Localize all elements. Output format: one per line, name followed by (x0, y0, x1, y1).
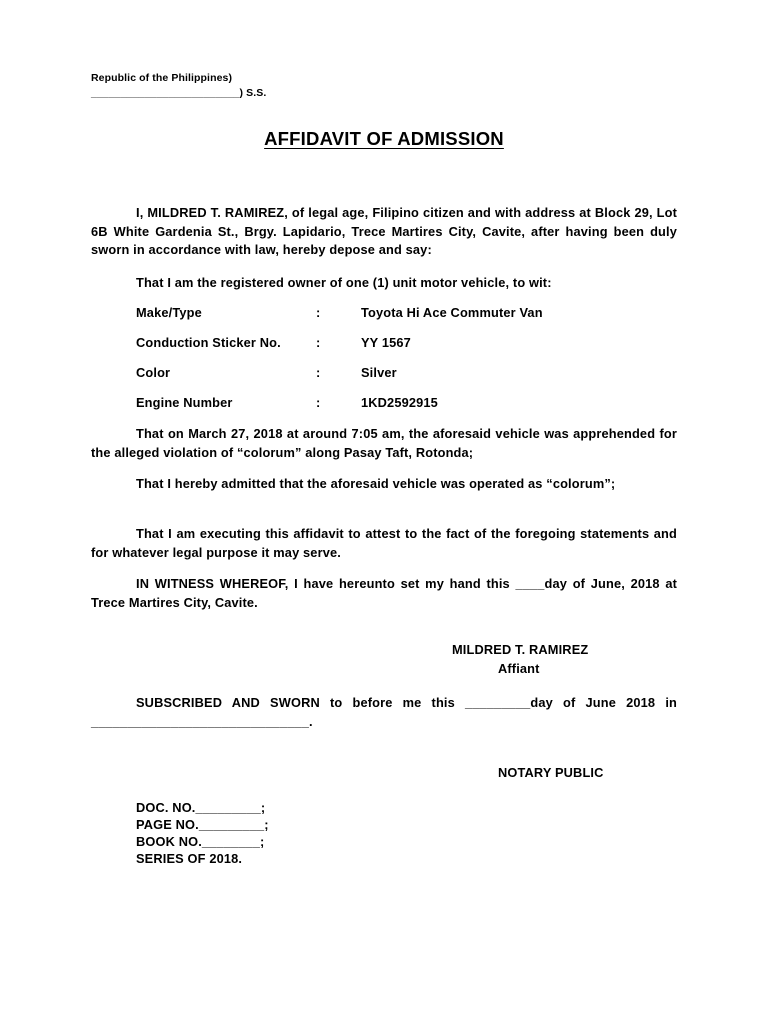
venue-line-ss: _________________________) S.S. (91, 87, 267, 99)
registry-page-no: PAGE NO._________; (136, 817, 269, 832)
vehicle-separator: : (316, 335, 321, 350)
vehicle-label: Conduction Sticker No. (136, 335, 281, 350)
registry-book-no: BOOK NO.________; (136, 834, 265, 849)
owner-statement: That I am the registered owner of one (1) unit motor vehicle, to wit: (136, 275, 552, 290)
affiant-name: MILDRED T. RAMIREZ (452, 642, 589, 657)
vehicle-value: Silver (361, 365, 397, 380)
registry-series: SERIES OF 2018. (136, 851, 243, 866)
notary-public-label: NOTARY PUBLIC (498, 765, 604, 780)
vehicle-value: 1KD2592915 (361, 395, 438, 410)
vehicle-value: Toyota Hi Ace Commuter Van (361, 305, 543, 320)
document-title: AFFIDAVIT OF ADMISSION (264, 128, 504, 149)
admission-paragraph: That I hereby admitted that the aforesaid vehicle was operated as “colorum”; (136, 476, 616, 491)
witness-paragraph: IN WITNESS WHEREOF, I have hereunto set my hand this ____day of June, 2018 at Trece Martires City, Cavite. (91, 576, 677, 610)
vehicle-separator: : (316, 365, 321, 380)
affiant-role: Affiant (498, 661, 540, 676)
vehicle-label: Engine Number (136, 395, 233, 410)
jurat-paragraph: SUBSCRIBED AND SWORN to before me this _________day of June 2018 in ______________________________. (91, 695, 677, 729)
venue-line-republic: Republic of the Philippines) (91, 72, 233, 84)
vehicle-separator: : (316, 305, 321, 320)
intro-paragraph: I, MILDRED T. RAMIREZ, of legal age, Filipino citizen and with address at Block 29, Lot 6B White Gardenia St., Brgy. Lapidario, Trece Martires City, Cavite, after having been duly sworn in accordance with law, hereby depose and say: (91, 205, 677, 257)
vehicle-value: YY 1567 (361, 335, 411, 350)
vehicle-separator: : (316, 395, 321, 410)
vehicle-label: Color (136, 365, 171, 380)
vehicle-label: Make/Type (136, 305, 202, 320)
purpose-paragraph: That I am executing this affidavit to attest to the fact of the foregoing statements and for whatever legal purpose it may serve. (91, 526, 677, 560)
apprehension-paragraph: That on March 27, 2018 at around 7:05 am, the aforesaid vehicle was apprehended for the alleged violation of “colorum” along Pasay Taft, Rotonda; (91, 426, 677, 460)
registry-doc-no: DOC. NO._________; (136, 800, 266, 815)
